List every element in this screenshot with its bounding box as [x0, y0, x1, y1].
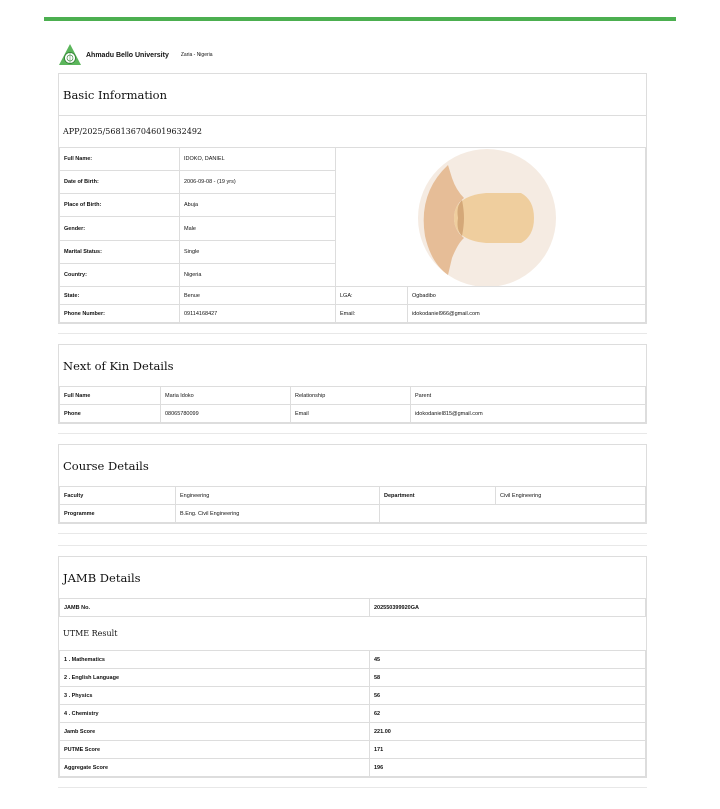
- table-row: [60, 287, 646, 305]
- state-label: State:: [60, 287, 180, 305]
- aggregate-score-label: Aggregate Score: [60, 759, 370, 777]
- kin-name-value: Maria Idoko: [161, 387, 291, 405]
- department-value: Civil Engineering: [496, 487, 646, 505]
- result-label: 4 . Chemistry: [60, 705, 370, 723]
- table-row: [60, 687, 646, 705]
- section-divider: [58, 545, 647, 546]
- table-row: [60, 305, 646, 323]
- table-row: [60, 705, 646, 723]
- state-value: Benue: [180, 287, 336, 305]
- kin-relationship-label: Relationship: [291, 387, 411, 405]
- result-label: 3 . Physics: [60, 687, 370, 705]
- faculty-value: Engineering: [176, 487, 380, 505]
- table-row: [60, 487, 646, 505]
- pob-label: Place of Birth:: [60, 194, 180, 217]
- course-details-table: [59, 486, 646, 523]
- email-label: Email:: [336, 305, 408, 323]
- jamb-number-value: 202550399920GA: [370, 599, 646, 617]
- section-divider: [58, 787, 647, 788]
- country-label: Country:: [60, 263, 180, 286]
- course-details-title: Course Details: [63, 458, 149, 473]
- gender-value: Male: [180, 217, 336, 240]
- kin-name-label: Full Name: [60, 387, 161, 405]
- university-location: Zaria - Nigeria: [180, 52, 213, 58]
- basic-info-title: Basic Information: [63, 87, 167, 102]
- jamb-details-card: [58, 556, 647, 778]
- faculty-label: Faculty: [60, 487, 176, 505]
- result-label: 1 . Mathematics: [60, 651, 370, 669]
- marital-status-value: Single: [180, 240, 336, 263]
- table-row: [60, 669, 646, 687]
- department-label: Department: [380, 487, 496, 505]
- jamb-details-title: JAMB Details: [63, 570, 141, 585]
- basic-info-card: [58, 73, 647, 324]
- jamb-number-table: [59, 598, 646, 617]
- gender-label: Gender:: [60, 217, 180, 240]
- jamb-number-label: JAMB No.: [60, 599, 370, 617]
- table-row: [60, 505, 646, 523]
- brand-header: [58, 43, 213, 67]
- full-name-label: Full Name:: [60, 148, 180, 171]
- section-divider: [58, 533, 647, 534]
- abu-crest-icon: [58, 43, 82, 67]
- table-row: [60, 148, 646, 171]
- table-row: [60, 651, 646, 669]
- marital-status-label: Marital Status:: [60, 240, 180, 263]
- table-row: [60, 723, 646, 741]
- kin-email-label: Email: [291, 405, 411, 423]
- result-label: 2 . English Language: [60, 669, 370, 687]
- table-row: [60, 387, 646, 405]
- course-details-card: [58, 444, 647, 524]
- aggregate-score-value: 196: [370, 759, 646, 777]
- next-of-kin-title: Next of Kin Details: [63, 358, 174, 373]
- section-divider: [58, 333, 647, 334]
- utme-result-title: UTME Result: [63, 629, 118, 638]
- application-number: APP/2025/56813670460196324​92: [59, 115, 646, 147]
- putme-score-value: 171: [370, 741, 646, 759]
- phone-value: 09114168427: [180, 305, 336, 323]
- dob-value: 2006-09-08 - (19 yrs): [180, 171, 336, 194]
- lga-value: Ogbadibo: [408, 287, 646, 305]
- dob-label: Date of Birth:: [60, 171, 180, 194]
- avatar-placeholder-icon: [336, 148, 646, 286]
- empty-cell: [380, 505, 646, 523]
- full-name-value: IDOKO, DANIEL: [180, 148, 336, 171]
- kin-relationship-value: Parent: [411, 387, 646, 405]
- result-value: 56: [370, 687, 646, 705]
- table-row: [60, 599, 646, 617]
- lga-label: LGA:: [336, 287, 408, 305]
- university-name: Ahmadu Bello University: [86, 51, 169, 59]
- section-divider: [58, 433, 647, 434]
- result-value: 62: [370, 705, 646, 723]
- top-accent-bar: [44, 17, 676, 21]
- next-of-kin-card: [58, 344, 647, 424]
- table-row: [60, 741, 646, 759]
- utme-result-table: [59, 650, 646, 777]
- country-value: Nigeria: [180, 263, 336, 286]
- result-value: 58: [370, 669, 646, 687]
- programme-label: Programme: [60, 505, 176, 523]
- table-row: [60, 759, 646, 777]
- result-value: 45: [370, 651, 646, 669]
- photo-cell: [336, 148, 646, 287]
- kin-phone-value: 08065780099: [161, 405, 291, 423]
- putme-score-label: PUTME Score: [60, 741, 370, 759]
- jamb-score-label: Jamb Score: [60, 723, 370, 741]
- programme-value: B.Eng. Civil Engineering: [176, 505, 380, 523]
- email-value: idokodaniel966@gmail.com: [408, 305, 646, 323]
- phone-label: Phone Number:: [60, 305, 180, 323]
- basic-info-table: [59, 147, 646, 323]
- pob-value: Abuja: [180, 194, 336, 217]
- kin-email-value: idokodaniel815@gmail.com: [411, 405, 646, 423]
- jamb-score-value: 221.00: [370, 723, 646, 741]
- kin-phone-label: Phone: [60, 405, 161, 423]
- next-of-kin-table: [59, 386, 646, 423]
- table-row: [60, 405, 646, 423]
